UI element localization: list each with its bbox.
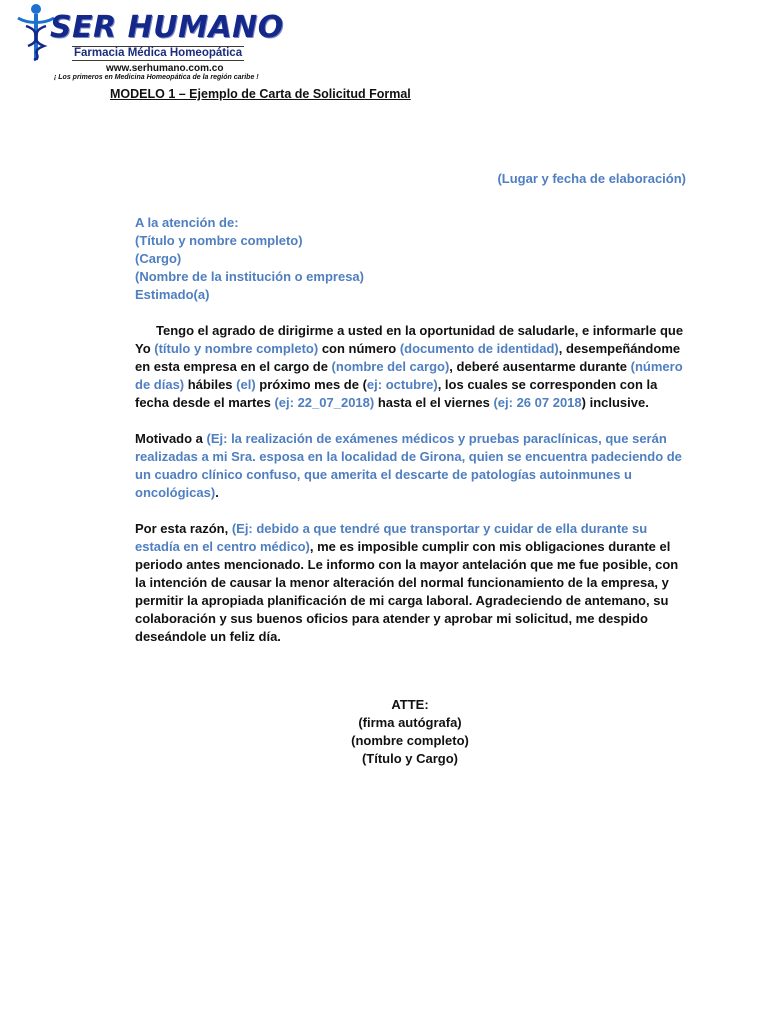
letter-body: [135, 322, 691, 664]
p3-text-1: Por esta razón,: [135, 521, 232, 536]
p1-placeholder-article: (el): [236, 377, 256, 392]
paragraph-1: [135, 322, 691, 412]
brand-slogan: ¡ Los primeros en Medicina Homeopática de la región caribe !: [54, 74, 259, 81]
brand-website: www.serhumano.com.co: [106, 63, 224, 74]
p1-text-3: , desempeñándome en esta empresa en el cargo de: [135, 341, 681, 374]
p1-text-2: con número: [318, 341, 400, 356]
p1-placeholder-start-date: (ej: 22_07_2018): [274, 395, 375, 410]
signature-title-position: (Título y Cargo): [361, 751, 459, 766]
brand-tagline: Farmacia Médica Homeopática: [74, 47, 243, 59]
p3-text-2: , me es imposible cumplir con mis obligaciones durante el periodo antes mencionado. Le informo con la mayor antelación que me fue posible, con la intención de causar la menor alteración del normal funcionamiento de la empresa, y permitir la apropiada planificación de mi carga laboral. Agradeciendo de antemano, su colaboración y sus buenos oficios para atender y aprobar mi solicitud, me despido deseándole un feliz día.: [135, 539, 679, 644]
p1-placeholder-end-date: (ej: 26 07 2018: [493, 395, 582, 410]
p1-placeholder-id: (documento de identidad): [399, 341, 559, 356]
document-title: MODELO 1 – Ejemplo de Carta de Solicitud Formal: [110, 87, 411, 101]
paragraph-3: [135, 520, 691, 646]
p1-text-5: hábiles: [184, 377, 237, 392]
p1-text-7: , los cuales se corresponden con la fecha desde el martes: [135, 377, 658, 410]
recipient-block: [135, 214, 364, 304]
p1-placeholder-days: (número de días): [135, 359, 683, 392]
recipient-greeting: Estimado(a): [135, 287, 210, 302]
p1-text-4: , deberé ausentarme durante: [449, 359, 631, 374]
p2-text-1: Motivado a: [135, 431, 207, 446]
place-date-placeholder: (Lugar y fecha de elaboración): [497, 171, 686, 186]
signature-block: [300, 696, 520, 768]
recipient-position: (Cargo): [135, 251, 182, 266]
p2-placeholder-reason: (Ej: la realización de exámenes médicos y pruebas paraclínicas, que serán realizadas a mi Sra. esposa en la localidad de Girona, quien se encuentra padeciendo de un cuadro clínico confuso, que amerita el descarte de patologías autoinmunes u oncológicas): [135, 431, 682, 500]
p2-text-2: .: [215, 485, 219, 500]
p1-text-6: próximo mes de (: [255, 377, 367, 392]
p1-text-8: hasta el el viernes: [374, 395, 494, 410]
p3-placeholder-reason: (Ej: debido a que tendré que transportar y cuidar de ella durante su estadía en el centro médico): [135, 521, 648, 554]
brand-name: SER HUMANO: [50, 10, 284, 45]
p1-placeholder-name: (título y nombre completo): [154, 341, 319, 356]
recipient-title-name: (Título y nombre completo): [135, 233, 303, 248]
company-logo: [14, 2, 284, 86]
p1-text-9: ) inclusive.: [581, 395, 649, 410]
recipient-attention: A la atención de:: [135, 215, 239, 230]
signature-closing: ATTE:: [391, 697, 429, 712]
signature-autograph: (firma autógrafa): [358, 715, 462, 730]
paragraph-2: [135, 430, 691, 502]
p1-text-1: Tengo el agrado de dirigirme a usted en la oportunidad de saludarle, e informarle que Yo: [135, 323, 684, 356]
p1-placeholder-position: (nombre del cargo): [331, 359, 450, 374]
signature-full-name: (nombre completo): [351, 733, 469, 748]
p1-placeholder-month: ej: octubre): [366, 377, 438, 392]
recipient-institution: (Nombre de la institución o empresa): [135, 269, 364, 284]
